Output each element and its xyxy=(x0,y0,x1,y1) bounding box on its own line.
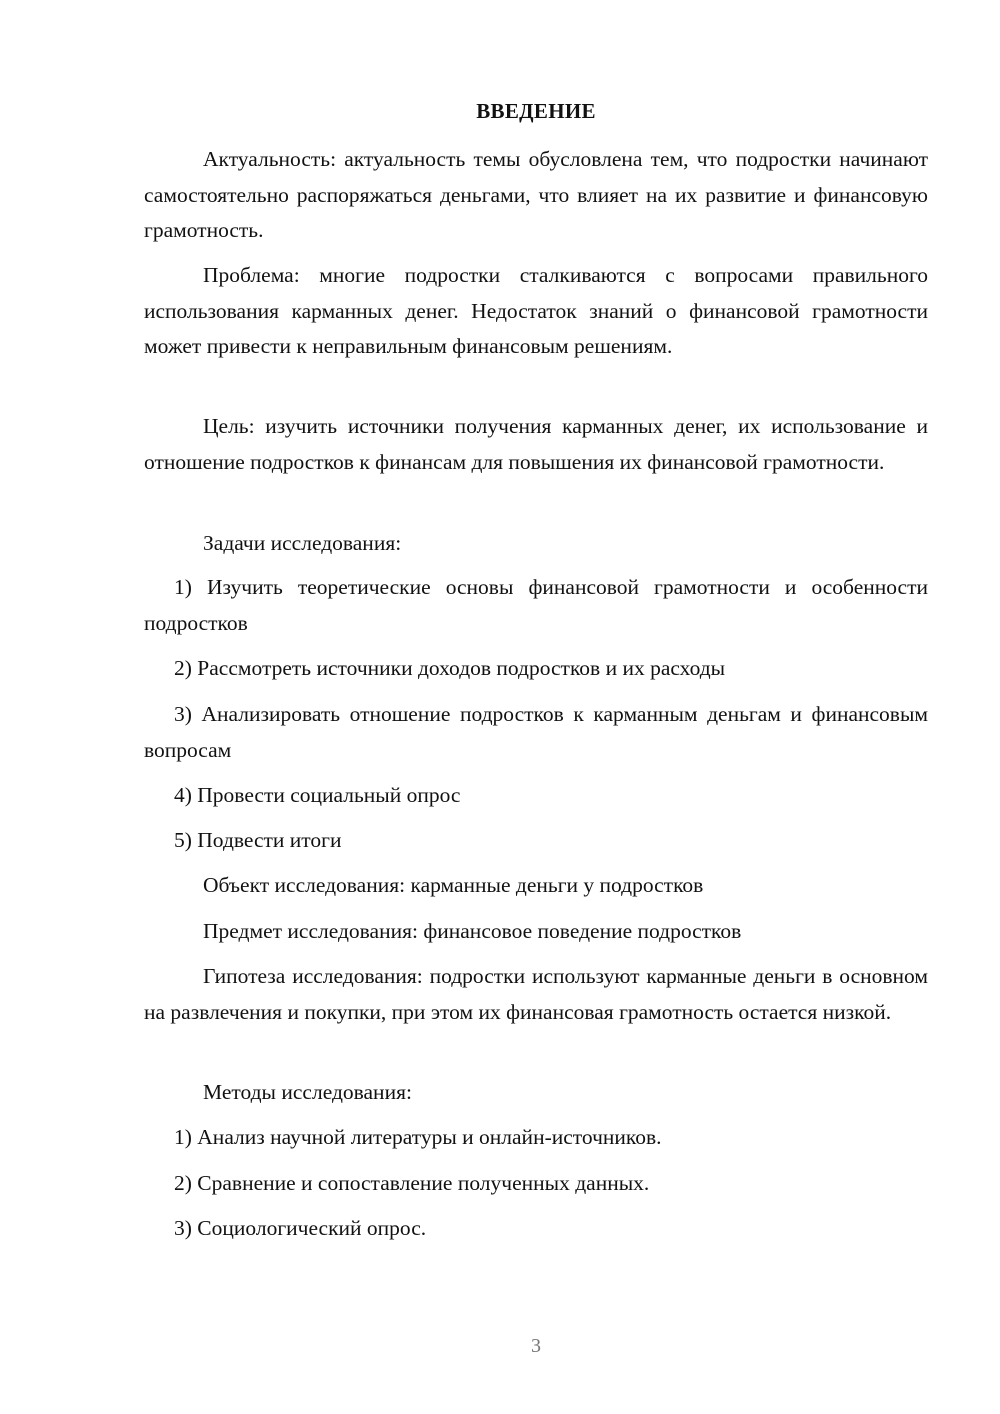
paragraph-goal: Цель: изучить источники получения карманных денег, их использование и отношение подростков к финансам для повышения их финансовой грамотности. xyxy=(144,414,928,474)
paragraph-methods-heading: Методы исследования: xyxy=(203,1080,412,1104)
list-item-task-3: 3) Анализировать отношение подростков к карманным деньгам и финансовым вопросам xyxy=(144,702,928,762)
list-item-task-4: 4) Провести социальный опрос xyxy=(174,783,461,807)
list-item-task-2: 2) Рассмотреть источники доходов подростков и их расходы xyxy=(174,656,726,680)
list-item-method-3: 3) Социологический опрос. xyxy=(174,1216,427,1240)
paragraph-relevance: Актуальность: актуальность темы обусловлена тем, что подростки начинают самостоятельно распоряжаться деньгами, что влияет на их развитие и финансовую грамотность. xyxy=(144,147,928,242)
paragraph-hypothesis: Гипотеза исследования: подростки используют карманные деньги в основном на развлечения и покупки, при этом их финансовая грамотность остается низкой. xyxy=(144,964,928,1024)
paragraph-tasks-heading: Задачи исследования: xyxy=(203,531,402,555)
paragraph-subject: Предмет исследования: финансовое поведение подростков xyxy=(203,919,742,943)
paragraph-object: Объект исследования: карманные деньги у подростков xyxy=(203,873,704,897)
list-item-task-1: 1) Изучить теоретические основы финансовой грамотности и особенности подростков xyxy=(144,575,928,635)
list-item-method-2: 2) Сравнение и сопоставление полученных данных. xyxy=(174,1171,650,1195)
list-item-task-5: 5) Подвести итоги xyxy=(174,828,342,852)
page-number: 3 xyxy=(531,1335,541,1357)
paragraph-problem: Проблема: многие подростки сталкиваются с вопросами правильного использования карманных денег. Недостаток знаний о финансовой грамотности может привести к неправильным финансовым решениям. xyxy=(144,263,928,358)
section-heading: ВВЕДЕНИЕ xyxy=(476,99,596,123)
list-item-method-1: 1) Анализ научной литературы и онлайн-источников. xyxy=(174,1125,662,1149)
